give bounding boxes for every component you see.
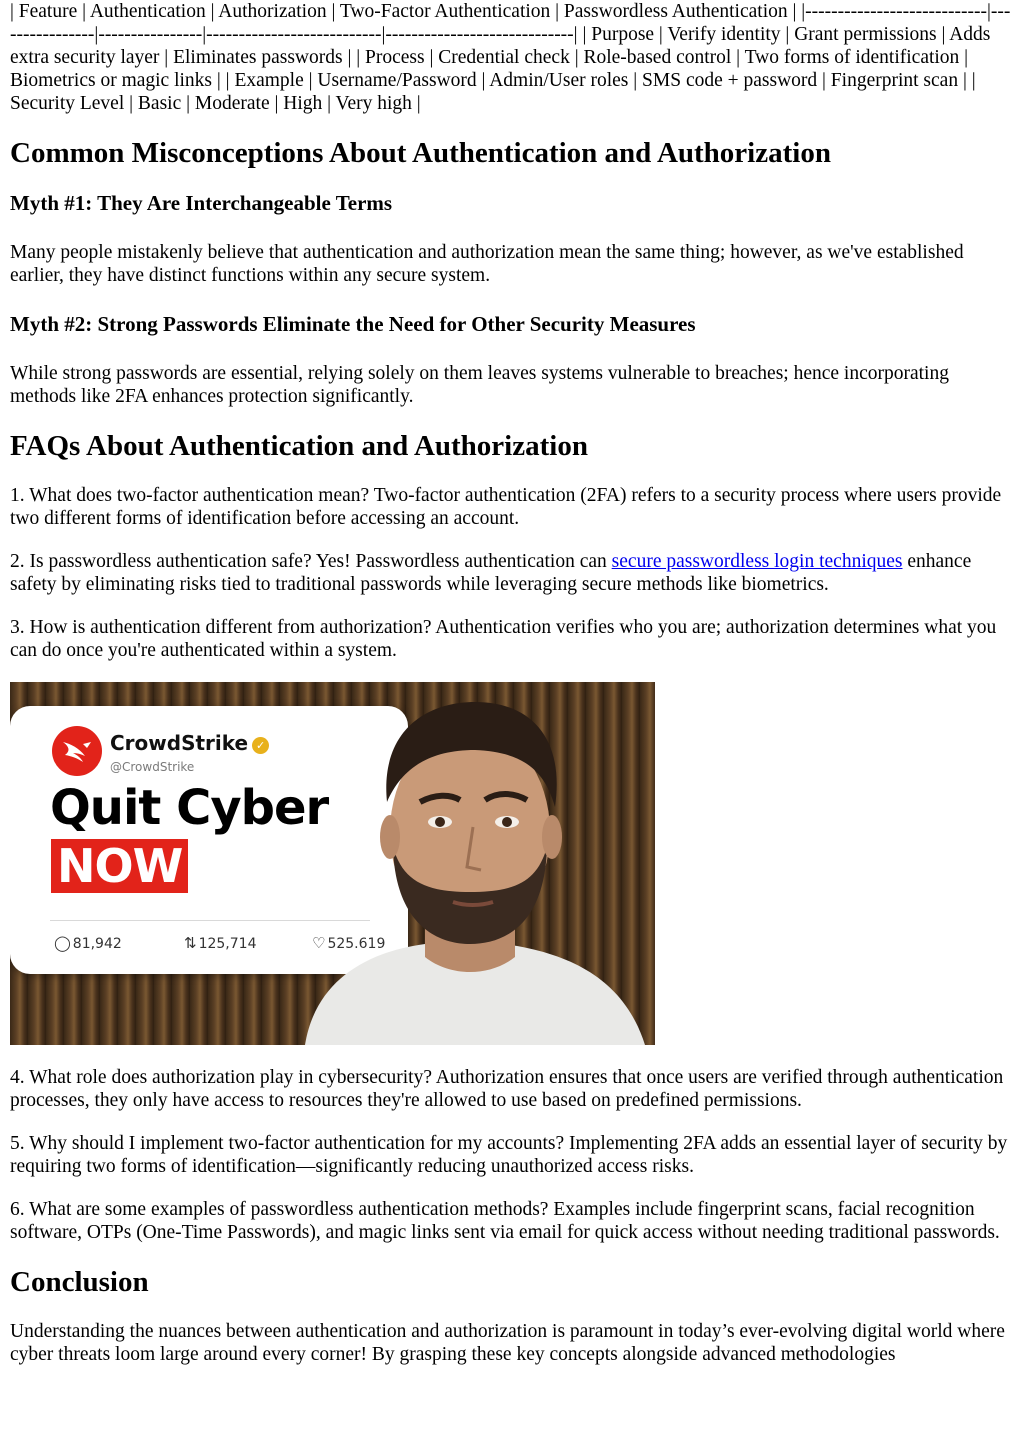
brand-handle: @CrowdStrike (110, 760, 195, 774)
misconceptions-heading: Common Misconceptions About Authentication and Authorization (10, 137, 831, 169)
secure-passwordless-link[interactable]: secure passwordless login techniques (611, 551, 903, 572)
headline-line-2: NOW (51, 839, 188, 893)
headline-line-1: Quit Cyber (50, 780, 329, 836)
heart-icon: ♡ (312, 934, 326, 952)
faq-5: 5. Why should I implement two-factor authentication for my accounts? Implementing 2FA adds an essential layer of security by requiring two forms of identification—significantly reducing unauthorized access risks. (10, 1133, 1008, 1177)
repost-icon: ⇅ (184, 934, 197, 952)
comment-icon: ◯ (54, 934, 71, 952)
comments-stat: ◯ 81,942 (54, 934, 122, 952)
faq-2 (10, 550, 1014, 596)
myth1-text: Many people mistakenly believe that authentication and authorization mean the same thing; however, as we've established earlier, they have distinct functions within any secure system. (10, 242, 964, 286)
conclusion-text: Understanding the nuances between authentication and authorization is paramount in today’s ever-evolving digital world where cyber threats loom large around every corner! By grasping these key concepts alongside advanced methodologies (10, 1321, 1005, 1365)
faqs-heading: FAQs About Authentication and Authorization (10, 430, 588, 462)
reposts-stat: ⇅ 125,714 (184, 934, 257, 952)
brand-name: CrowdStrike ✓ (110, 732, 269, 754)
verified-badge-icon: ✓ (252, 737, 269, 754)
video-thumbnail (10, 682, 655, 1045)
myth2-heading: Myth #2: Strong Passwords Eliminate the Need for Other Security Measures (10, 312, 696, 336)
faq-4: 4. What role does authorization play in cybersecurity? Authorization ensures that once users are verified through authentication processes, they only have access to resources they're allowed to use based on predefined permissions. (10, 1067, 1004, 1111)
man-portrait-icon (275, 682, 655, 1045)
faq-2-text-after: enhance safety by eliminating risks tied to traditional passwords while leveraging secure methods like biometrics. (10, 551, 972, 595)
myth1-heading: Myth #1: They Are Interchangeable Terms (10, 191, 393, 215)
crowdstrike-logo-icon (52, 726, 102, 776)
faq-6: 6. What are some examples of passwordless authentication methods? Examples include fingerprint scans, facial recognition software, OTPs (One-Time Passwords), and magic links sent via email for quick access without needing traditional passwords. (10, 1199, 1000, 1243)
myth2-text: While strong passwords are essential, relying solely on them leaves systems vulnerable to breaches; hence incorporating methods like 2FA enhances protection significantly. (10, 363, 949, 407)
likes-stat: ♡ 525.619 (312, 934, 386, 952)
faq-2-text-before: 2. Is passwordless authentication safe? Yes! Passwordless authentication can (10, 551, 612, 572)
faq-1: 1. What does two-factor authentication mean? Two-factor authentication (2FA) refers to a security process where users provide two different forms of identification before accessing an account. (10, 485, 1002, 529)
conclusion-heading: Conclusion (10, 1266, 149, 1298)
markdown-table-text: | Feature | Authentication | Authorization | Two-Factor Authentication | Passwordless Authentication | |----------------------------|----------------|----------------|---------------------------|-----------------------------| | Purpose | Verify identity | Grant permissions | Adds extra security layer | Eliminates passwords | | Process | Credential check | Role-based control | Two forms of identification | Biometrics or magic links | | Example | Username/Password | Admin/User roles | SMS code + password | Fingerprint scan | | Security Level | Basic | Moderate | High | Very high | (10, 1, 1011, 114)
faq-3: 3. How is authentication different from authorization? Authentication verifies who you are; authorization determines what you can do once you're authenticated within a system. (10, 617, 997, 661)
